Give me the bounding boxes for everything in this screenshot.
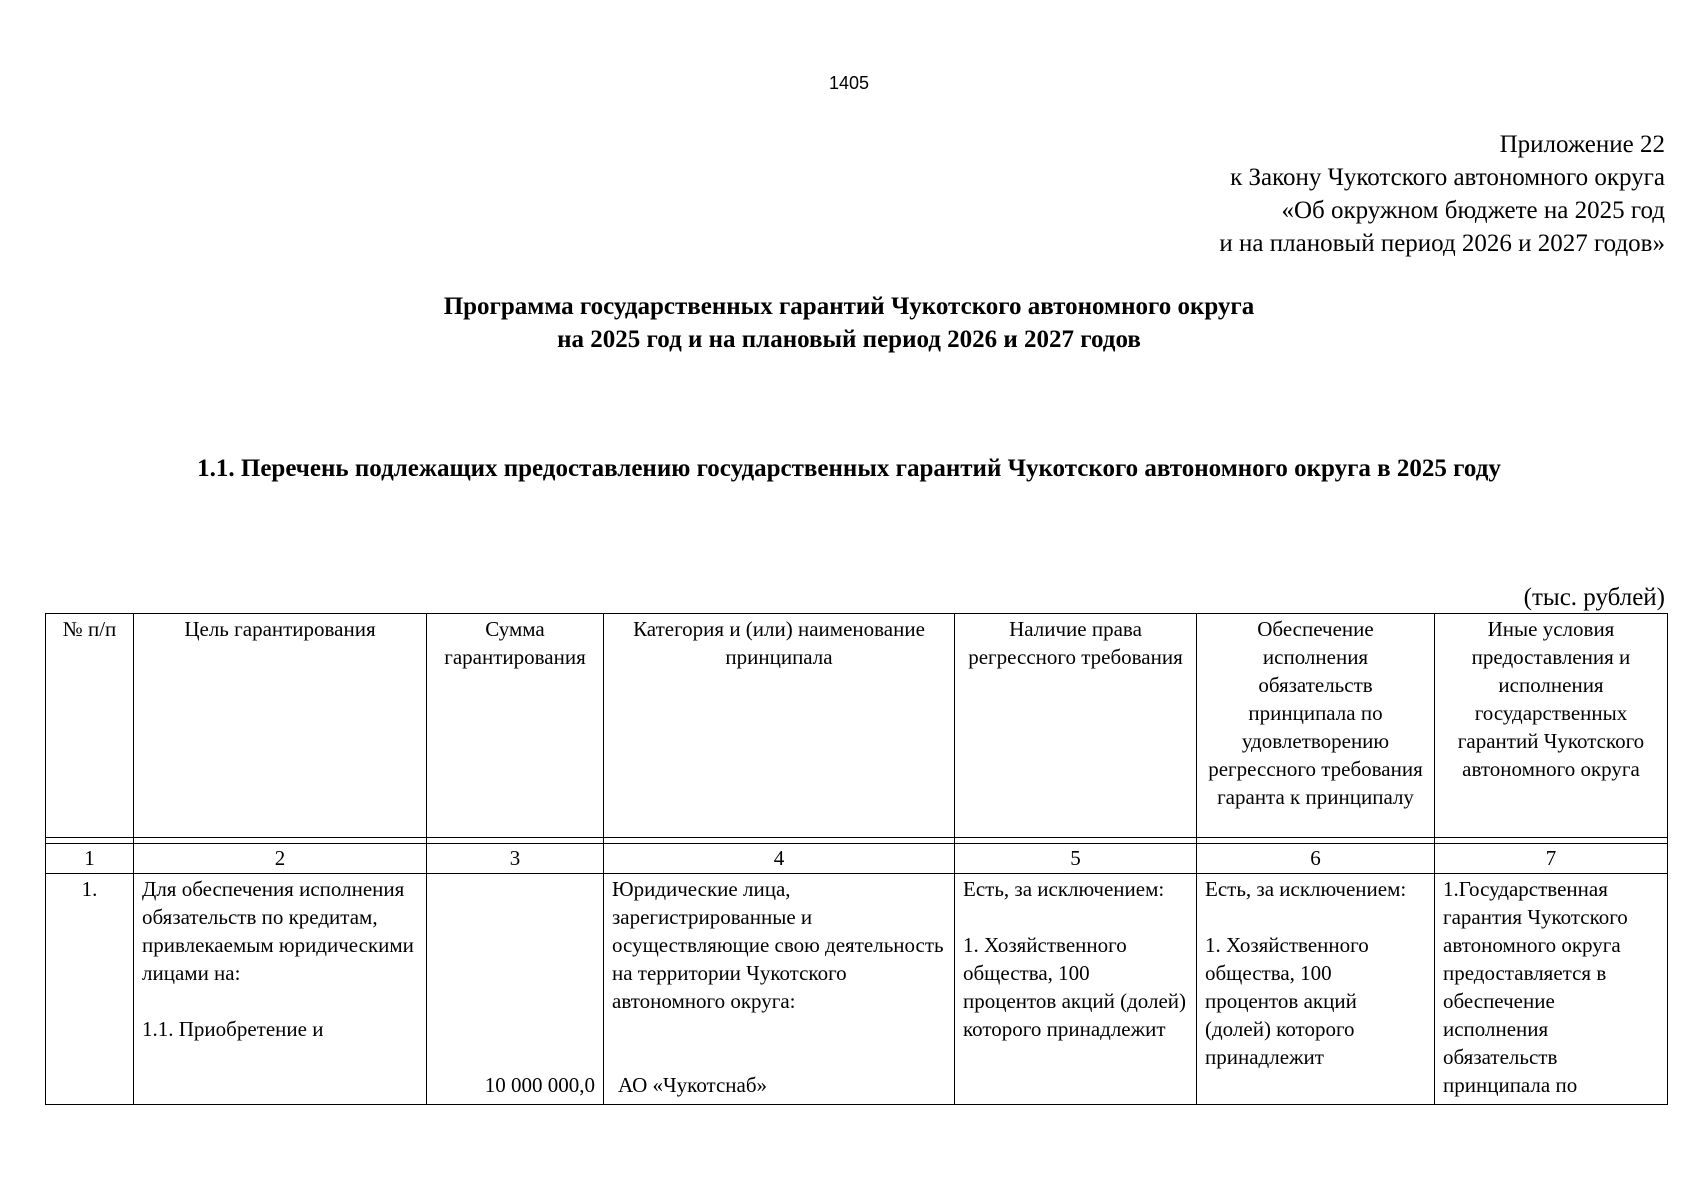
appendix-line: «Об окружном бюджете на 2025 год [1281,197,1665,224]
other-conditions-text: 1.Государственная гарантия Чукотского автономного округа предоставляется в обеспечение исполнения обязательств принципала по [1443,877,1628,1097]
header-cell-regress: Наличие права регрессного требования [955,614,1197,838]
principal-category: Юридические лица, зарегистрированные и осуществляющие свою деятельность на территории Чукотского автономного округа: [612,877,944,1013]
security-cell [1197,874,1435,1105]
header-cell-purpose: Цель гарантирования [134,614,427,838]
regress-cell [955,874,1197,1105]
column-number: 6 [1197,844,1435,874]
column-number-row [46,844,1668,874]
appendix-line: Приложение 22 [1499,131,1665,158]
purpose-cell [134,874,427,1105]
other-conditions-cell [1435,874,1668,1105]
principal-cell [604,874,955,1105]
amount-cell [427,874,604,1105]
column-number: 5 [955,844,1197,874]
header-cell-security: Обеспечение исполнения обязательств принципала по удовлетворению регрессного требования гаранта к принципалу [1197,614,1435,838]
table-header-row [46,614,1668,838]
table-row [46,874,1668,1105]
amount-value: 10 000 000,0 [484,1073,595,1097]
header-cell-amount: Сумма гарантирования [427,614,604,838]
principal-name: АО «Чукотснаб» [618,1073,768,1097]
page-number: 1405 [828,73,870,93]
units-label: (тыс. рублей) [1523,584,1665,611]
header-cell-principal: Категория и (или) наименование принципала [604,614,955,838]
appendix-line: и на плановый период 2026 и 2027 годов» [1219,230,1665,257]
title-line-1: Программа государственных гарантий Чукотского автономного округа [443,293,1255,320]
column-number: 3 [427,844,604,874]
column-number: 2 [134,844,427,874]
section-title: 1.1. Перечень подлежащих предоставлению государственных гарантий Чукотского автономного округа в 2025 году [197,455,1501,482]
security-text: Есть, за исключением: 1. Хозяйственного общества, 100 процентов акций (долей) которого принадлежит [1205,877,1407,1069]
regress-text: Есть, за исключением: 1. Хозяйственного общества, 100 процентов акций (долей) которого принадлежит [963,877,1187,1041]
purpose-text: Для обеспечения исполнения обязательств по кредитам, привлекаемым юридическими лицами на: 1.1. Приобретение и [142,877,414,1041]
appendix-note [1219,128,1665,260]
header-cell-other-conditions: Иные условия предоставления и исполнения государственных гарантий Чукотского автономного округа [1435,614,1668,838]
column-number: 1 [46,844,134,874]
title-line-2: на 2025 год и на плановый период 2026 и 2027 годов [557,326,1141,353]
column-number: 7 [1435,844,1668,874]
row-number: 1. [46,874,134,1105]
document-title [0,290,1698,356]
guarantees-table [45,613,1668,1105]
appendix-line: к Закону Чукотского автономного округа [1230,164,1665,191]
header-cell-number: № п/п [46,614,134,838]
column-number: 4 [604,844,955,874]
amount-spacer [435,875,595,1071]
